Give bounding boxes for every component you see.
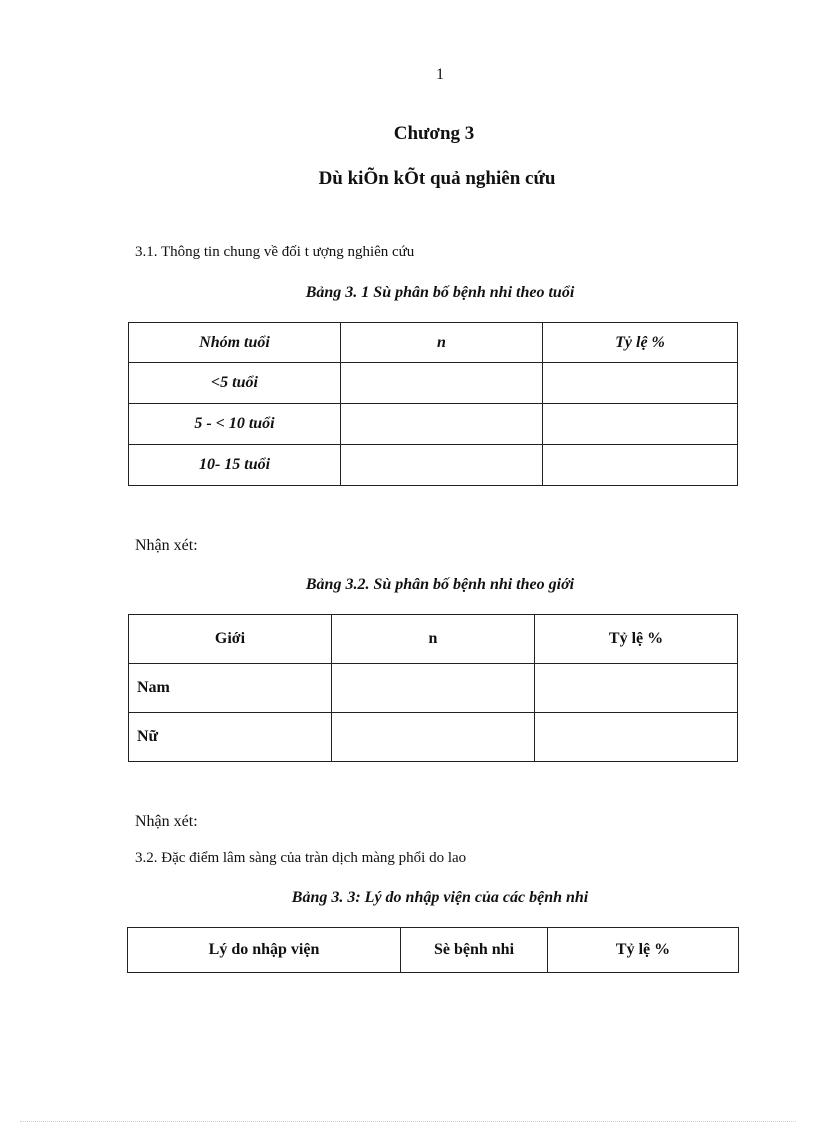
table-row [129,363,738,404]
table-row [129,404,738,445]
admission-reason-table [127,927,739,973]
table-cell [543,363,738,404]
section-heading-3-2: 3.2. Đặc điểm lâm sàng của tràn dịch màng phổi do lao [135,850,467,866]
table-2-caption: Bảng 3.2. Sù phân bố bệnh nhi theo giới [305,576,575,593]
table-cell: <5 tuổi [129,363,341,404]
table-cell: Nam [129,664,332,713]
table-header-cell: Sè bệnh nhi [401,928,548,973]
table-header-cell: Giới [129,615,332,664]
table-cell [332,713,535,762]
table-header-cell: Lý do nhập viện [128,928,401,973]
table-cell [341,404,543,445]
table-cell [332,664,535,713]
table-header-row [128,928,739,973]
age-distribution-table [128,322,738,486]
page-number: 1 [436,66,444,83]
table-3-caption: Bảng 3. 3: Lý do nhập viện của các bệnh nhi [291,889,589,906]
remark-1: Nhận xét: [135,537,198,554]
table-header-cell: Tỷ lệ % [535,615,738,664]
table-cell [535,664,738,713]
remark-2: Nhận xét: [135,813,198,830]
section-heading-3-1: 3.1. Thông tin chung về đối t ượng nghiên cứu [135,244,415,260]
gender-distribution-table [128,614,738,762]
table-1-caption: Bảng 3. 1 Sù phân bố bệnh nhi theo tuổi [305,284,575,301]
table-row [129,664,738,713]
table-cell [341,363,543,404]
chapter-title: Chương 3 [393,123,475,144]
table-cell [535,713,738,762]
table-cell [543,404,738,445]
table-header-cell: Nhóm tuổi [129,323,341,363]
table-row [129,445,738,486]
table-cell [341,445,543,486]
table-header-cell: n [341,323,543,363]
chapter-subtitle: Dù kiÕn kÕt quả nghiên cứu [318,168,556,189]
table-header-cell: Tỷ lệ % [548,928,739,973]
table-header-cell: Tỷ lệ % [543,323,738,363]
page-bottom-divider [20,1121,796,1122]
table-cell: 10- 15 tuổi [129,445,341,486]
table-cell: Nữ [129,713,332,762]
table-header-cell: n [332,615,535,664]
table-cell [543,445,738,486]
table-row [129,713,738,762]
table-header-row [129,323,738,363]
table-header-row [129,615,738,664]
table-cell: 5 - < 10 tuổi [129,404,341,445]
